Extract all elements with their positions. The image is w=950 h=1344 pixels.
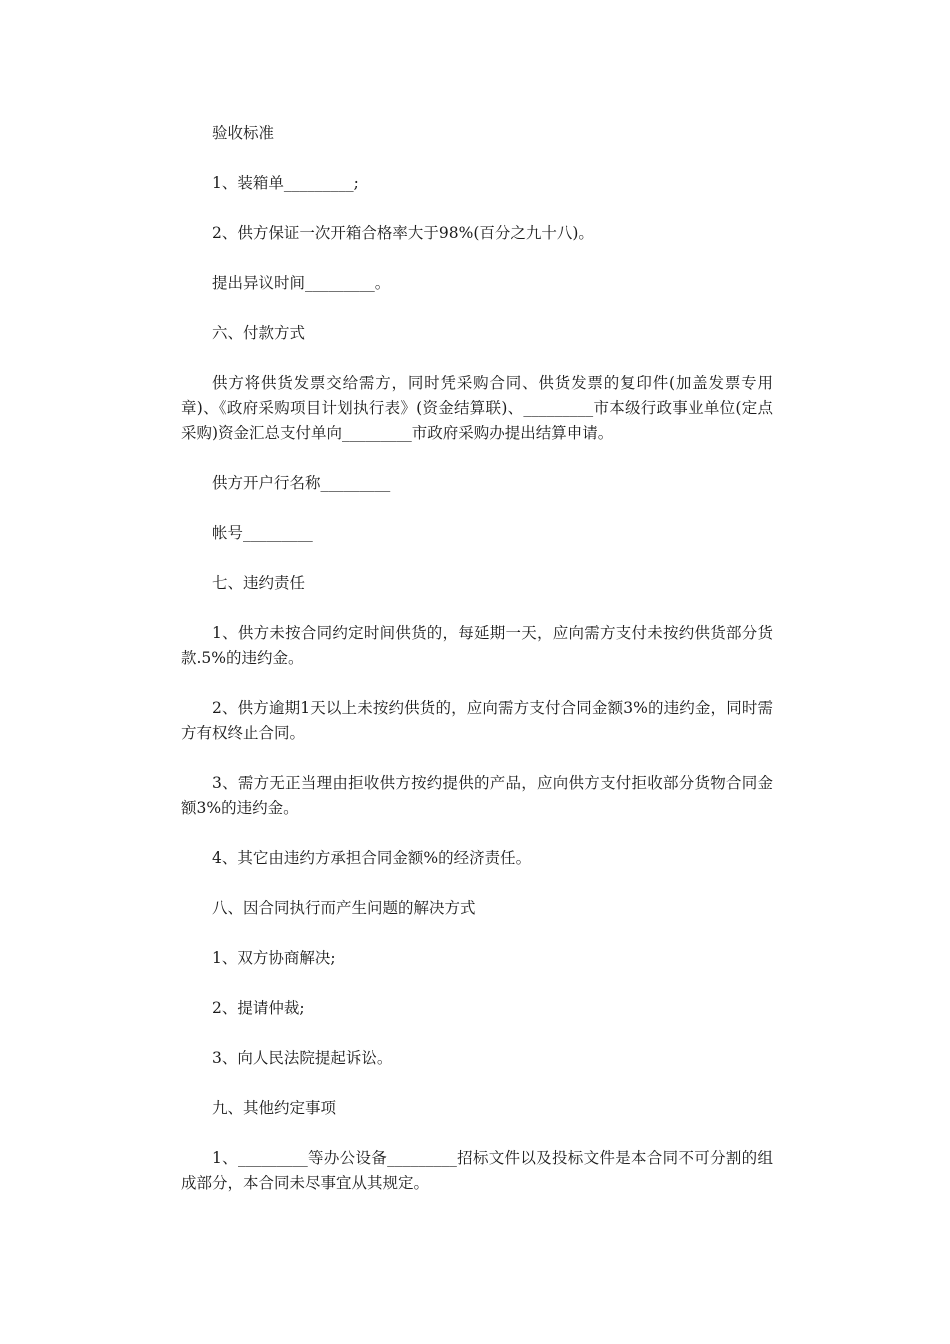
paragraph: 2、提请仲裁;: [212, 999, 305, 1017]
document-body: [181, 121, 773, 1196]
section-heading-dispute: 八、因合同执行而产生问题的解决方式: [212, 899, 476, 917]
paragraph: 2、供方保证一次开箱合格率大于98%(百分之九十八)。: [212, 224, 594, 242]
paragraph: 4、其它由违约方承担合同金额%的经济责任。: [212, 849, 532, 867]
paragraph: 1、_________等办公设备_________招标文件以及投标文件是本合同不可分割的组成部分，本合同未尽事宜从其规定。: [181, 1149, 773, 1192]
paragraph: 帐号_________: [212, 524, 313, 542]
paragraph: 3、向人民法院提起诉讼。: [212, 1049, 393, 1067]
paragraph: 3、需方无正当理由拒收供方按约提供的产品，应向供方支付拒收部分货物合同金额3%的违约金。: [181, 774, 773, 817]
section-heading-other: 九、其他约定事项: [212, 1099, 337, 1117]
section-heading-acceptance: 验收标准: [212, 124, 275, 142]
paragraph: 提出异议时间_________。: [212, 274, 391, 292]
paragraph: 1、装箱单_________;: [212, 174, 359, 192]
paragraph: 1、供方未按合同约定时间供货的，每延期一天，应向需方支付未按约供货部分货款.5%的违约金。: [181, 624, 773, 667]
section-heading-payment: 六、付款方式: [212, 324, 306, 342]
paragraph: 1、双方协商解决;: [212, 949, 336, 967]
paragraph: 供方开户行名称_________: [212, 474, 391, 492]
paragraph: 2、供方逾期1天以上未按约供货的，应向需方支付合同金额3%的违约金，同时需方有权终止合同。: [181, 699, 773, 742]
paragraph: 供方将供货发票交给需方，同时凭采购合同、供货发票的复印件(加盖发票专用章)、《政府采购项目计划执行表》(资金结算联)、_________市本级行政事业单位(定点采购)资金汇总支付单向_________市政府采购办提出结算申请。: [181, 374, 773, 442]
section-heading-liability: 七、违约责任: [212, 574, 306, 592]
